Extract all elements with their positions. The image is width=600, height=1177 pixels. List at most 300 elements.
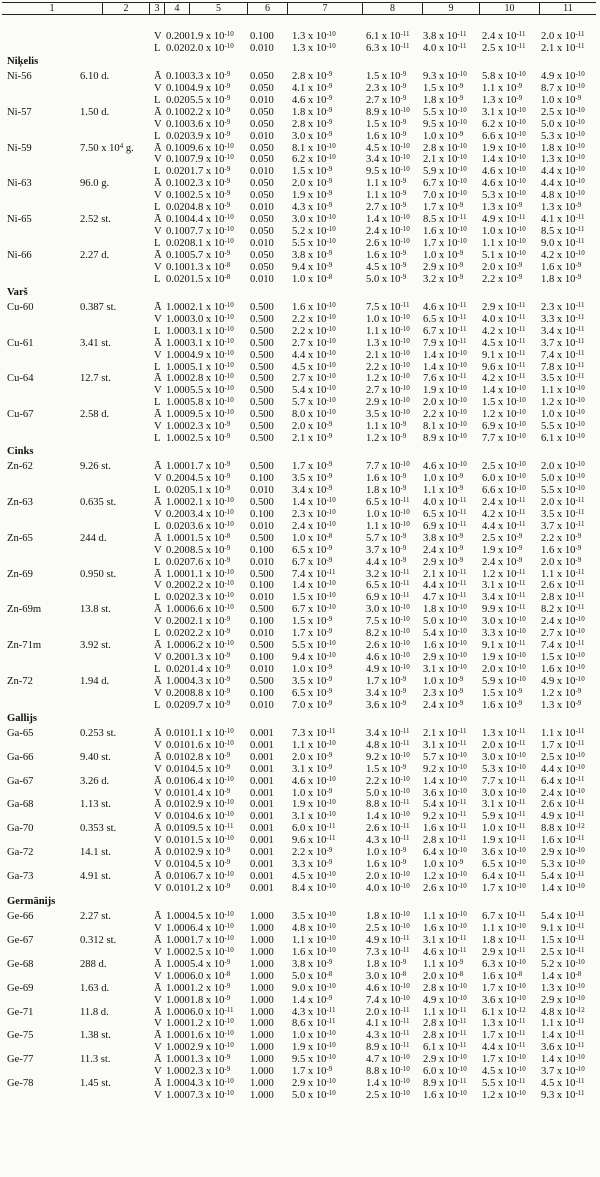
table-cell: 8.4 x $10^{-10}$ [292,882,336,895]
table-cell: 7.4 x $10^{-11}$ [292,567,336,580]
table-cell: 1.000 [250,1042,274,1054]
table-cell: 4.4 x $10^{-10}$ [541,177,585,190]
table-cell: 4.6 x $10^{-10}$ [482,165,526,178]
intake-route-code: V [154,190,162,202]
table-cell: 0.200 [166,473,190,485]
table-cell: 5.3 x $10^{-10}$ [541,858,585,871]
isotope-name: Cu-60 [7,301,34,313]
intake-route-code: L [154,94,161,106]
table-cell: 1.4 x $10^{-10}$ [292,579,336,592]
half-life: 7.50 x $10^4$ g. [80,141,134,154]
table-cell: 9.1 x $10^{-11}$ [541,921,585,934]
table-cell: 7.3 x $10^{-11}$ [292,726,336,739]
table-cell: 8.1 x $10^{-10}$ [292,141,336,154]
table-cell: 2.3 x $10^{-9}$ [190,177,231,190]
table-cell: 2.5 x $10^{-10}$ [190,945,234,958]
element-group-heading: Gallijs [7,712,38,724]
table-cell: 2.8 x $10^{-10}$ [190,372,234,385]
table-cell: 3.1 x $10^{-10}$ [482,105,526,118]
table-cell: 1.9 x $10^{-9}$ [292,189,333,202]
table-cell: 5.5 x $10^{-10}$ [423,105,467,118]
intake-route-code: V [154,544,162,556]
table-cell: 3.0 x $10^{-10}$ [482,750,526,763]
table-cell: 4.9 x $10^{-9}$ [190,81,231,94]
table-cell: 0.010 [166,763,190,775]
table-cell: 2.7 x $10^{-10}$ [541,627,585,640]
table-cell: 9.5 x $10^{-10}$ [292,1053,336,1066]
half-life: 3.41 st. [80,337,111,349]
table-cell: 9.2 x $10^{-10}$ [423,762,467,775]
table-cell: 1.4 x $10^{-11}$ [541,1029,585,1042]
table-cell: 4.5 x $10^{-10}$ [190,909,234,922]
table-cell: 8.5 x $10^{-11}$ [541,225,585,238]
table-cell: 1.6 x $10^{-10}$ [423,639,467,652]
table-cell: 9.2 x $10^{-11}$ [423,810,467,823]
isotope-name: Ge-77 [7,1054,34,1066]
table-cell: 2.2 x $10^{-10}$ [292,324,336,337]
table-cell: 0.500 [250,461,274,473]
table-cell: 6.4 x $10^{-11}$ [482,870,526,883]
table-cell: 2.9 x $10^{-10}$ [423,1053,467,1066]
table-cell: 1.000 [166,1018,190,1030]
table-cell: 3.4 x $10^{-11}$ [366,726,410,739]
table-cell: 2.5 x $10^{-10}$ [541,105,585,118]
table-cell: 0.050 [250,106,274,118]
table-cell: 0.100 [166,261,190,273]
table-cell: 0.001 [250,739,274,751]
table-cell: 0.020 [166,94,190,106]
table-cell: 1.7 x $10^{-10}$ [482,981,526,994]
intake-route-code: V [154,580,162,592]
table-cell: 6.1 x $10^{-11}$ [423,1041,467,1054]
table-cell: 7.7 x $10^{-11}$ [482,774,526,787]
table-cell: 6.9 x $10^{-10}$ [482,420,526,433]
table-cell: 1.3 x $10^{-11}$ [482,1017,526,1030]
table-cell: 0.100 [166,190,190,202]
table-cell: 5.0 x $10^{-10}$ [366,786,410,799]
table-cell: 0.050 [250,154,274,166]
table-cell: 1.5 x $10^{-9}$ [366,69,407,82]
half-life: 0.312 st. [80,934,117,946]
table-cell: 1.3 x $10^{-9}$ [482,201,523,214]
table-cell: 1.9 x $10^{-10}$ [292,1041,336,1054]
table-cell: 1.1 x $10^{-10}$ [423,909,467,922]
half-life: 1.45 st. [80,1078,111,1090]
table-cell: 1.8 x $10^{-10}$ [423,603,467,616]
table-cell: 1.7 x $10^{-10}$ [190,933,234,946]
intake-route-code: L [154,325,161,337]
table-cell: 0.001 [250,847,274,859]
intake-route-code: V [154,473,162,485]
intake-route-code: V [154,922,162,934]
intake-route-code: Ā [154,496,162,508]
table-cell: 1.6 x $10^{-9}$ [366,472,407,485]
table-cell: 0.100 [166,226,190,238]
table-cell: 1.2 x $10^{-10}$ [423,870,467,883]
table-cell: 4.9 x $10^{-10}$ [190,348,234,361]
table-cell: 1.4 x $10^{-10}$ [541,882,585,895]
table-cell: 8.8 x $10^{-11}$ [366,798,410,811]
intake-route-code: L [154,664,161,676]
table-cell: 1.4 x $10^{-10}$ [366,1077,410,1090]
table-cell: 2.2 x $10^{-10}$ [366,774,410,787]
header-column-number: 7 [288,3,363,14]
intake-route-code: V [154,1066,162,1078]
intake-route-code: V [154,421,162,433]
table-cell: 2.9 x $10^{-10}$ [190,798,234,811]
table-cell: 1.8 x $10^{-10}$ [541,141,585,154]
table-cell: 0.050 [250,82,274,94]
half-life: 96.0 g. [80,178,110,190]
element-group-heading: Germānijs [7,895,56,907]
intake-route-code: V [154,859,162,871]
table-cell: 5.4 x $10^{-11}$ [541,909,585,922]
table-cell: 0.010 [250,238,274,250]
table-cell: 5.5 x $10^{-10}$ [190,384,234,397]
table-cell: 1.000 [166,421,190,433]
table-cell: 1.7 x $10^{-11}$ [482,1029,526,1042]
table-cell: 1.000 [166,910,190,922]
table-cell: 6.3 x $10^{-10}$ [482,957,526,970]
table-cell: 7.3 x $10^{-10}$ [190,1089,234,1102]
table-cell: 6.9 x $10^{-11}$ [366,591,410,604]
isotope-name: Zn-63 [7,496,33,508]
table-cell: 1.000 [250,1006,274,1018]
table-cell: 3.4 x $10^{-10}$ [190,507,234,520]
table-cell: 2.5 x $10^{-9}$ [190,432,231,445]
table-cell: 3.6 x $10^{-10}$ [190,519,234,532]
table-cell: 3.8 x $10^{-9}$ [292,957,333,970]
table-cell: 5.4 x $10^{-10}$ [423,627,467,640]
table-cell: 4.4 x $10^{-9}$ [366,555,407,568]
table-cell: 7.4 x $10^{-11}$ [541,639,585,652]
table-cell: 3.8 x $10^{-9}$ [423,531,464,544]
table-cell: 1.000 [166,385,190,397]
table-cell: 7.4 x $10^{-10}$ [366,993,410,1006]
table-cell: 1.5 x $10^{-9}$ [292,165,333,178]
table-cell: 4.6 x $10^{-9}$ [292,93,333,106]
table-cell: 4.1 x $10^{-11}$ [366,1017,410,1030]
table-cell: 8.9 x $10^{-11}$ [366,1041,410,1054]
table-cell: 0.500 [250,676,274,687]
intake-route-code: Ā [154,640,162,652]
table-cell: 2.3 x $10^{-11}$ [541,300,585,313]
isotope-name: Ga-67 [7,775,34,787]
table-cell: 3.7 x $10^{-11}$ [541,336,585,349]
table-cell: 2.6 x $10^{-11}$ [541,579,585,592]
table-cell: 0.500 [250,337,274,349]
table-cell: 0.010 [250,130,274,142]
table-cell: 0.200 [166,508,190,520]
table-cell: 2.4 x $10^{-9}$ [482,555,523,568]
table-cell: 0.010 [166,799,190,811]
header-column-number: 5 [190,3,248,14]
intake-route-code: Ā [154,106,162,118]
table-cell: 1.2 x $10^{-9}$ [541,686,582,699]
table-cell: 6.6 x $10^{-10}$ [190,603,234,616]
table-cell: 1.3 x $10^{-10}$ [541,153,585,166]
table-cell: 0.001 [250,835,274,847]
intake-route-code: V [154,787,162,799]
table-cell: 4.9 x $10^{-10}$ [541,675,585,687]
intake-route-code: V [154,970,162,982]
table-cell: 1.1 x $10^{-10}$ [190,726,234,739]
intake-route-code: Ā [154,1006,162,1018]
header-column-number: 8 [363,3,423,14]
table-cell: 1.9 x $10^{-9}$ [482,543,523,556]
table-cell: 1.000 [166,1030,190,1042]
table-cell: 5.7 x $10^{-10}$ [292,396,336,409]
intake-route-code: Ā [154,70,162,82]
table-cell: 1.000 [166,946,190,958]
table-cell: 6.0 x $10^{-11}$ [292,822,336,835]
intake-route-code: Ā [154,1030,162,1042]
intake-route-code: L [154,130,161,142]
table-cell: 3.1 x $10^{-10}$ [190,336,234,349]
isotope-name: Ge-71 [7,1006,34,1018]
table-cell: 1.000 [166,337,190,349]
isotope-name: Ge-66 [7,910,34,922]
table-cell: 1.000 [250,946,274,958]
table-cell: 1.6 x $10^{-10}$ [292,945,336,958]
table-cell: 4.4 x $10^{-10}$ [541,165,585,178]
table-cell: 5.0 x $10^{-8}$ [292,969,333,982]
table-cell: 1.0 x $10^{-9}$ [423,129,464,142]
intake-route-code: Ā [154,823,162,835]
table-cell: 0.200 [166,616,190,628]
table-cell: 2.8 x $10^{-9}$ [292,117,333,130]
table-cell: 0.050 [250,118,274,130]
half-life: 1.13 st. [80,799,111,811]
table-cell: 4.0 x $10^{-11}$ [482,312,526,325]
table-cell: 3.0 x $10^{-10}$ [190,312,234,325]
table-cell: 2.5 x $10^{-9}$ [190,189,231,202]
table-cell: 0.010 [166,787,190,799]
table-cell: 7.0 x $10^{-10}$ [423,189,467,202]
intake-route-code: L [154,273,161,285]
table-cell: 1.6 x $10^{-10}$ [190,738,234,751]
table-cell: 4.8 x $10^{-10}$ [541,189,585,202]
table-cell: 8.0 x $10^{-10}$ [292,408,336,421]
table-cell: 0.020 [166,273,190,285]
isotope-name: Ni-59 [7,142,32,154]
table-cell: 2.3 x $10^{-9}$ [190,1065,231,1078]
isotope-name: Ge-67 [7,934,34,946]
table-cell: 5.7 x $10^{-9}$ [190,248,231,261]
table-cell: 1.9 x $10^{-10}$ [482,141,526,154]
table-cell: 0.500 [250,385,274,397]
intake-route-code: Ā [154,249,162,261]
table-cell: 5.2 x $10^{-10}$ [292,225,336,238]
table-cell: 2.6 x $10^{-11}$ [541,798,585,811]
table-cell: 2.6 x $10^{-10}$ [366,639,410,652]
table-cell: 9.6 x $10^{-11}$ [292,834,336,847]
table-cell: 9.5 x $10^{-10}$ [366,165,410,178]
half-life: 288 d. [80,958,107,970]
table-cell: 5.0 x $10^{-9}$ [366,272,407,285]
intake-route-code: Ā [154,373,162,385]
table-cell: 8.2 x $10^{-11}$ [541,603,585,616]
half-life: 0.353 st. [80,823,117,835]
table-cell: 1.2 x $10^{-11}$ [482,567,526,580]
intake-route-code: Ā [154,751,162,763]
table-cell: 0.010 [166,751,190,763]
table-cell: 3.6 x $10^{-9}$ [366,698,407,711]
table-cell: 2.9 x $10^{-9}$ [423,555,464,568]
half-life: 3.26 d. [80,775,110,787]
table-cell: 8.9 x $10^{-11}$ [423,1077,467,1090]
table-cell: 6.0 x $10^{-10}$ [482,472,526,485]
table-cell: 1.1 x $10^{-10}$ [292,738,336,751]
table-cell: 0.100 [166,178,190,190]
table-cell: 4.6 x $10^{-10}$ [482,177,526,190]
table-cell: 8.5 x $10^{-11}$ [423,213,467,226]
table-cell: 5.5 x $10^{-9}$ [190,93,231,106]
table-cell: 9.4 x $10^{-10}$ [292,651,336,664]
table-cell: 4.2 x $10^{-11}$ [482,372,526,385]
table-cell: 4.0 x $10^{-11}$ [423,495,467,508]
table-cell: 0.500 [250,604,274,616]
table-cell: 0.010 [250,484,274,496]
table-cell: 7.7 x $10^{-10}$ [190,225,234,238]
table-cell: 3.5 x $10^{-9}$ [292,472,333,485]
table-cell: 6.0 x $10^{-10}$ [423,1065,467,1078]
table-cell: 6.5 x $10^{-9}$ [292,686,333,699]
table-cell: 1.9 x $10^{-10}$ [292,798,336,811]
table-cell: 3.5 x $10^{-11}$ [541,372,585,385]
table-cell: 1.2 x $10^{-9}$ [366,432,407,445]
table-cell: 7.9 x $10^{-11}$ [423,336,467,349]
table-cell: 3.4 x $10^{-9}$ [292,483,333,496]
table-cell: 1.0 x $10^{-8}$ [292,272,333,285]
table-cell: 1.000 [250,1030,274,1042]
table-cell: 0.010 [250,202,274,214]
table-cell: 1.0 x $10^{-10}$ [541,408,585,421]
table-cell: 4.4 x $10^{-10}$ [190,213,234,226]
table-cell: 3.6 x $10^{-10}$ [482,993,526,1006]
table-cell: 1.8 x $10^{-11}$ [482,933,526,946]
table-cell: 2.1 x $10^{-10}$ [423,153,467,166]
table-cell: 1.000 [166,676,190,687]
table-cell: 6.7 x $10^{-9}$ [292,555,333,568]
isotope-name: Cu-64 [7,373,34,385]
table-cell: 2.2 x $10^{-9}$ [190,627,231,640]
table-cell: 6.5 x $10^{-10}$ [482,858,526,871]
half-life: 2.27 st. [80,910,111,922]
half-life: 2.52 st. [80,214,111,226]
table-cell: 4.1 x $10^{-11}$ [541,213,585,226]
table-cell: 0.020 [166,484,190,496]
half-life: 2.58 d. [80,409,110,421]
intake-route-code: L [154,238,161,250]
header-column-number: 6 [248,3,288,14]
intake-route-code: Ā [154,461,162,473]
table-cell: 8.5 x $10^{-9}$ [190,543,231,556]
table-cell: 0.010 [250,628,274,640]
intake-route-code: V [154,811,162,823]
table-cell: 1.000 [250,958,274,970]
table-cell: 0.100 [250,31,274,42]
intake-route-code: V [154,1042,162,1054]
table-cell: 1.000 [166,1054,190,1066]
intake-route-code: L [154,520,161,532]
table-cell: 5.0 x $10^{-10}$ [541,117,585,130]
intake-route-code: Ā [154,910,162,922]
table-cell: 5.3 x $10^{-10}$ [541,129,585,142]
table-cell: 1.0 x $10^{-9}$ [423,472,464,485]
table-cell: 1.000 [166,325,190,337]
table-cell: 2.9 x $10^{-10}$ [190,1041,234,1054]
table-cell: 0.500 [250,373,274,385]
table-cell: 1.5 x $10^{-9}$ [366,117,407,130]
table-cell: 6.2 x $10^{-10}$ [482,117,526,130]
table-cell: 0.050 [250,249,274,261]
table-cell: 2.5 x $10^{-10}$ [366,1089,410,1102]
table-cell: 1.000 [166,1006,190,1018]
table-cell: 1.0 x $10^{-10}$ [482,225,526,238]
table-cell: 5.1 x $10^{-9}$ [190,483,231,496]
table-cell: 2.2 x $10^{-9}$ [541,531,582,544]
table-cell: 1.5 x $10^{-11}$ [541,933,585,946]
table-cell: 4.4 x $10^{-10}$ [541,762,585,775]
table-cell: 8.7 x $10^{-10}$ [541,81,585,94]
table-cell: 1.8 x $10^{-9}$ [541,272,582,285]
table-cell: 2.7 x $10^{-10}$ [366,384,410,397]
table-cell: 9.6 x $10^{-11}$ [482,360,526,373]
intake-route-code: Ā [154,532,162,544]
table-cell: 0.010 [250,699,274,711]
table-cell: 3.7 x $10^{-10}$ [541,1065,585,1078]
table-cell: 2.9 x $10^{-10}$ [541,993,585,1006]
table-cell: 5.4 x $10^{-11}$ [541,870,585,883]
intake-route-code: Ā [154,1054,162,1066]
table-cell: 7.9 x $10^{-10}$ [190,153,234,166]
table-cell: 2.1 x $10^{-11}$ [423,567,467,580]
table-cell: 2.4 x $10^{-10}$ [366,225,410,238]
table-cell: 2.8 x $10^{-10}$ [423,141,467,154]
table-cell: 1.0 x $10^{-10}$ [366,507,410,520]
table-cell: 4.6 x $10^{-10}$ [190,810,234,823]
table-cell: 0.001 [250,799,274,811]
intake-route-code: V [154,994,162,1006]
table-cell: 6.1 x $10^{-12}$ [482,1005,526,1018]
table-cell: 1.4 x $10^{-9}$ [190,663,231,676]
table-cell: 9.6 x $10^{-10}$ [190,141,234,154]
header-column-number: 3 [150,3,165,14]
table-cell: 0.050 [250,226,274,238]
table-cell: 2.0 x $10^{-9}$ [292,177,333,190]
table-cell: 5.5 x $10^{-10}$ [292,639,336,652]
intake-route-code: L [154,433,161,445]
table-cell: 5.7 x $10^{-9}$ [366,531,407,544]
table-cell: 2.4 x $10^{-10}$ [292,519,336,532]
table-cell: 1.6 x $10^{-9}$ [366,248,407,261]
table-cell: 1.4 x $10^{-10}$ [292,495,336,508]
table-cell: 0.200 [166,652,190,664]
isotope-name: Zn-65 [7,532,33,544]
table-cell: 0.100 [166,142,190,154]
table-cell: 1.000 [166,409,190,421]
table-cell: 1.000 [166,1078,190,1090]
isotope-name: Ge-68 [7,958,34,970]
table-cell: 9.9 x $10^{-11}$ [482,603,526,616]
table-cell: 1.000 [166,604,190,616]
isotope-name: Ge-78 [7,1078,34,1090]
table-cell: 8.8 x $10^{-12}$ [541,822,585,835]
table-cell: 4.3 x $10^{-11}$ [292,1005,336,1018]
table-cell: 1.7 x $10^{-9}$ [292,627,333,640]
table-cell: 0.020 [166,42,190,54]
